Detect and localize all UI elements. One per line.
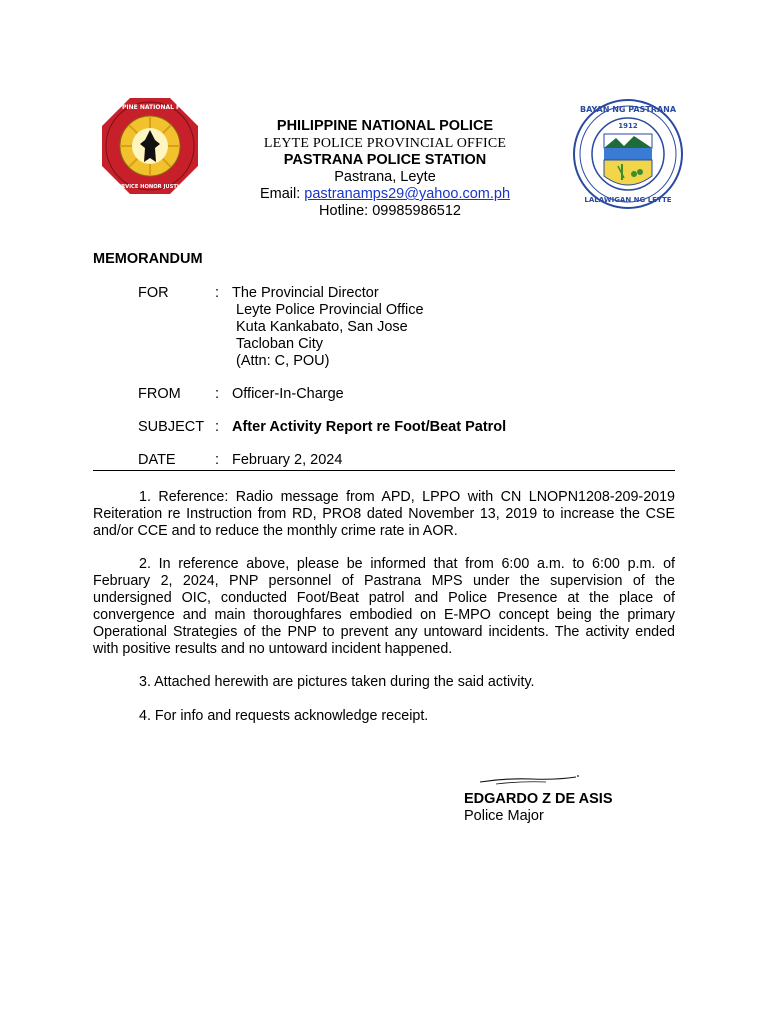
letterhead-hotline: Hotline: 09985986512 bbox=[319, 203, 461, 219]
for-colon: : bbox=[215, 285, 220, 301]
from-colon: : bbox=[215, 386, 220, 402]
letterhead bbox=[230, 118, 540, 220]
pastrana-seal-top-text: BAYAN NG PASTRANA bbox=[579, 105, 677, 114]
email-label: Email: bbox=[259, 186, 305, 202]
letterhead-station: PASTRANA POLICE STATION bbox=[283, 152, 487, 168]
pnp-seal-motto: SERVICE HONOR JUSTICE bbox=[113, 184, 187, 190]
date-value: February 2, 2024 bbox=[232, 452, 343, 468]
signatory-rank: Police Major bbox=[464, 808, 544, 824]
date-label: DATE bbox=[138, 452, 176, 468]
subject-value: After Activity Report re Foot/Beat Patrol bbox=[232, 419, 507, 435]
date-colon: : bbox=[215, 452, 220, 468]
letterhead-org: PHILIPPINE NATIONAL POLICE bbox=[276, 118, 494, 134]
pnp-seal-ring-text: PHILIPPINE NATIONAL POLICE bbox=[100, 104, 200, 111]
for-line: Kuta Kankabato, San Jose bbox=[236, 319, 408, 335]
for-line: Tacloban City bbox=[236, 336, 324, 352]
subject-label: SUBJECT bbox=[138, 419, 205, 435]
memo-title: MEMORANDUM bbox=[93, 251, 203, 267]
pastrana-seal-year: 1912 bbox=[618, 122, 638, 130]
for-label: FOR bbox=[138, 285, 169, 301]
pastrana-seal-bottom-text: LALAWIGAN NG LEYTE bbox=[584, 196, 672, 204]
from-value: Officer-In-Charge bbox=[232, 386, 344, 402]
pnp-seal-logo bbox=[100, 96, 200, 196]
letterhead-email-row bbox=[230, 186, 540, 203]
signatory-name: EDGARDO Z DE ASIS bbox=[464, 791, 613, 807]
from-label: FROM bbox=[138, 386, 181, 402]
letterhead-location: Pastrana, Leyte bbox=[334, 169, 436, 185]
for-line: Leyte Police Provincial Office bbox=[236, 302, 424, 318]
body-paragraph-1: 1. Reference: Radio message from APD, LPPO with CN LNOPN1208-209-2019 Reiteration re Instruction from RD, PRO8 dated November 13, 2019 to increase the CSE and/or CCE and to reduce the monthly crime rate in AOR. bbox=[93, 489, 675, 539]
email-link[interactable]: pastranamps29@yahoo.com.ph bbox=[304, 186, 511, 202]
header-divider bbox=[93, 470, 675, 471]
body-paragraph-3: 3. Attached herewith are pictures taken during the said activity. bbox=[139, 674, 535, 690]
for-line: The Provincial Director bbox=[232, 285, 379, 301]
body-paragraph-2: 2. In reference above, please be informed that from 6:00 a.m. to 6:00 p.m. of February 2, 2024, PNP personnel of Pastrana MPS under the supervision of the undersigned OIC, conducted Foot/Beat patrol and Police Presence at the place of convergence and main thoroughfares embodied on E-MPO concept being the primary Operational Strategies of the PNP to prevent any untoward incidents. The activity ended with positive results and no untoward incident happened. bbox=[93, 556, 675, 657]
for-line: (Attn: C, POU) bbox=[236, 353, 330, 369]
subject-colon: : bbox=[215, 419, 220, 435]
body-paragraph-4: 4. For info and requests acknowledge receipt. bbox=[139, 708, 429, 724]
pastrana-seal-logo bbox=[566, 98, 690, 210]
letterhead-office: LEYTE POLICE PROVINCIAL OFFICE bbox=[263, 136, 507, 151]
for-recipient bbox=[232, 285, 424, 370]
